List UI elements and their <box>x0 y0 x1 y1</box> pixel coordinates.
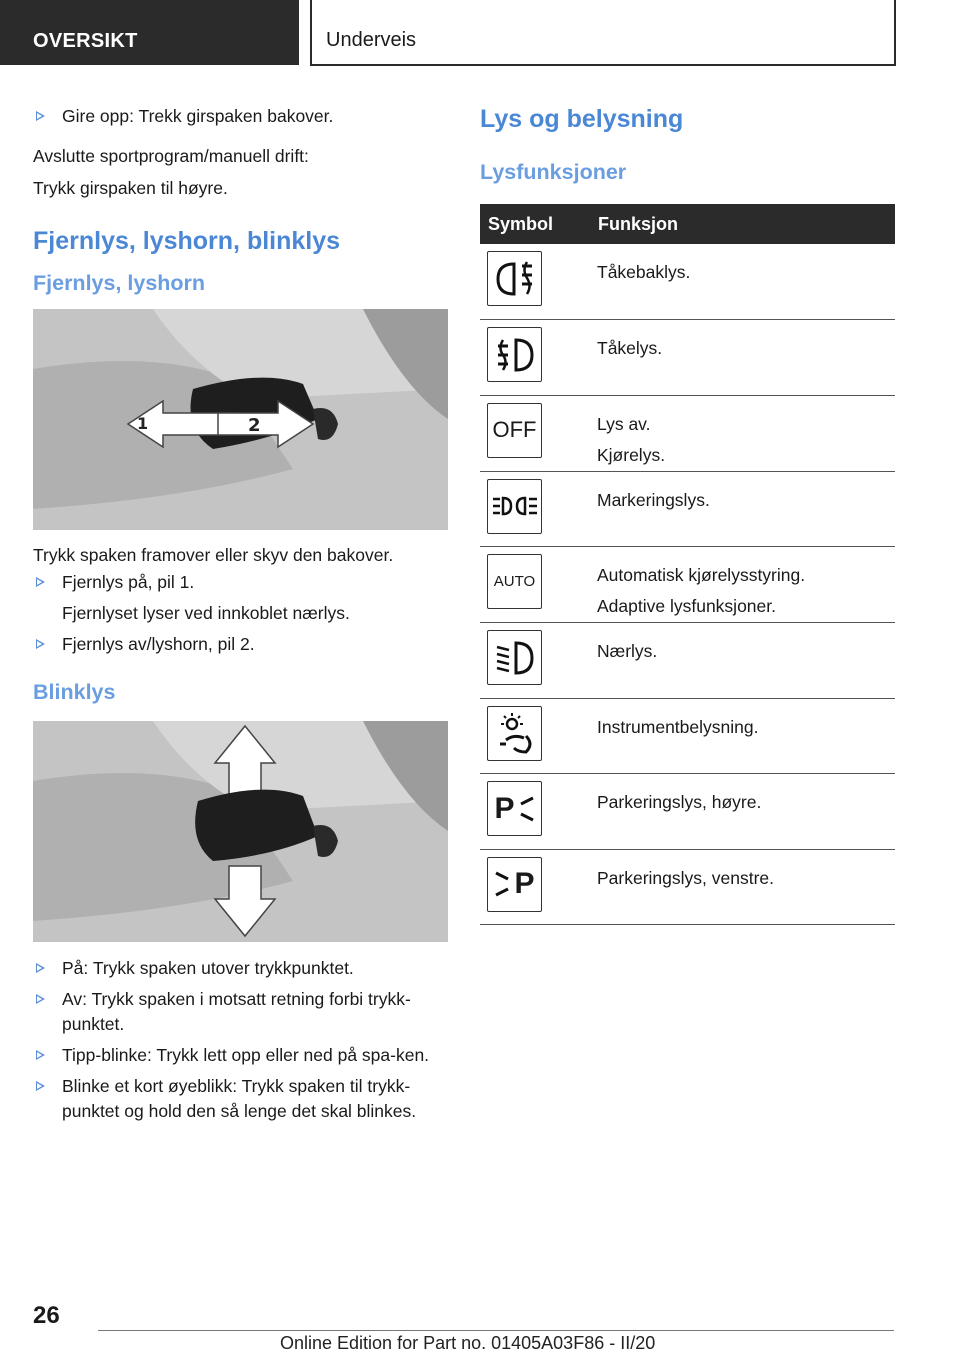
footer-divider <box>98 1330 894 1331</box>
parking-light-left-icon: P <box>487 857 542 912</box>
paragraph: Avslutte sportprogram/manuell drift: <box>33 146 309 166</box>
parking-light-right-icon: P <box>487 781 542 836</box>
table-row: AUTO Automatisk kjørelysstyring. Adaptive lysfunksjoner. <box>480 547 895 623</box>
right-column <box>480 102 895 925</box>
table-row: P Parkeringslys, venstre. <box>480 849 895 925</box>
table-row: Nærlys. <box>480 623 895 699</box>
column-header-function: Funksjon <box>590 204 895 244</box>
triangle-bullet-icon <box>36 1081 45 1091</box>
stalk-illustration <box>33 309 448 530</box>
high-beam-stalk-photo <box>33 309 448 530</box>
paragraph: Trykk girspaken til høyre. <box>33 178 228 198</box>
table-row: OFF Lys av. Kjørelys. <box>480 395 895 471</box>
stalk-illustration <box>33 721 448 942</box>
auto-icon: AUTO <box>487 554 542 609</box>
list-item: Blinke et kort øyeblikk: Trykk spaken til trykk-punktet og hold den så lenge det skal blinkes. <box>33 1074 448 1124</box>
table-row: Tåkebaklys. <box>480 244 895 320</box>
section-heading: Fjernlys, lyshorn, blinklys <box>33 227 341 255</box>
front-fog-light-icon <box>487 327 542 382</box>
list-item: På: Trykk spaken utover trykkpunktet. <box>33 956 448 981</box>
triangle-bullet-icon <box>36 1050 45 1060</box>
list-item: Fjernlys av/lyshorn, pil 2. <box>33 632 448 657</box>
list-item: Gire opp: Trekk girspaken bakover. <box>33 104 448 129</box>
section-title: OVERSIKT <box>33 30 138 52</box>
table-row: Tåkelys. <box>480 320 895 396</box>
instrument-lighting-icon <box>487 706 542 761</box>
table-row: P Parkeringslys, høyre. <box>480 774 895 850</box>
column-header-symbol: Symbol <box>480 204 590 244</box>
triangle-bullet-icon <box>36 111 45 121</box>
list-item: Tipp-blinke: Trykk lett opp eller ned på spa-ken. <box>33 1043 448 1068</box>
table-row: Markeringslys. <box>480 471 895 547</box>
turn-signal-stalk-photo <box>33 721 448 942</box>
triangle-bullet-icon <box>36 963 45 973</box>
subsection-heading: Lysfunksjoner <box>480 160 627 184</box>
light-functions-table <box>480 204 895 925</box>
figure-caption: Trykk spaken framover eller skyv den bakover. <box>33 545 394 565</box>
list-item: Fjernlys på, pil 1. <box>33 570 448 595</box>
triangle-bullet-icon <box>36 639 45 649</box>
list-item-detail: Fjernlyset lyser ved innkoblet nærlys. <box>62 603 350 623</box>
low-beam-icon <box>487 630 542 685</box>
side-marker-icon <box>487 479 542 534</box>
triangle-bullet-icon <box>36 577 45 587</box>
triangle-bullet-icon <box>36 994 45 1004</box>
section-tab <box>0 0 299 65</box>
chapter-tab <box>310 0 896 66</box>
chapter-title: Underveis <box>326 29 417 51</box>
rear-fog-light-icon <box>487 251 542 306</box>
left-column <box>33 104 448 1130</box>
edition-note: Online Edition for Part no. 01405A03F86 - II/20 <box>280 1333 656 1353</box>
table-row: Instrumentbelysning. <box>480 698 895 774</box>
arrow-1-label: 1 <box>137 414 149 433</box>
off-icon: OFF <box>487 403 542 458</box>
arrow-2-label: 2 <box>248 415 261 436</box>
table-header-row <box>480 204 895 244</box>
subsection-heading: Blinklys <box>33 680 116 704</box>
subsection-heading: Fjernlys, lyshorn <box>33 271 206 295</box>
page-number: 26 <box>33 1302 60 1329</box>
section-heading: Lys og belysning <box>480 105 684 133</box>
list-item: Av: Trykk spaken i motsatt retning forbi trykk-punktet. <box>33 987 448 1037</box>
